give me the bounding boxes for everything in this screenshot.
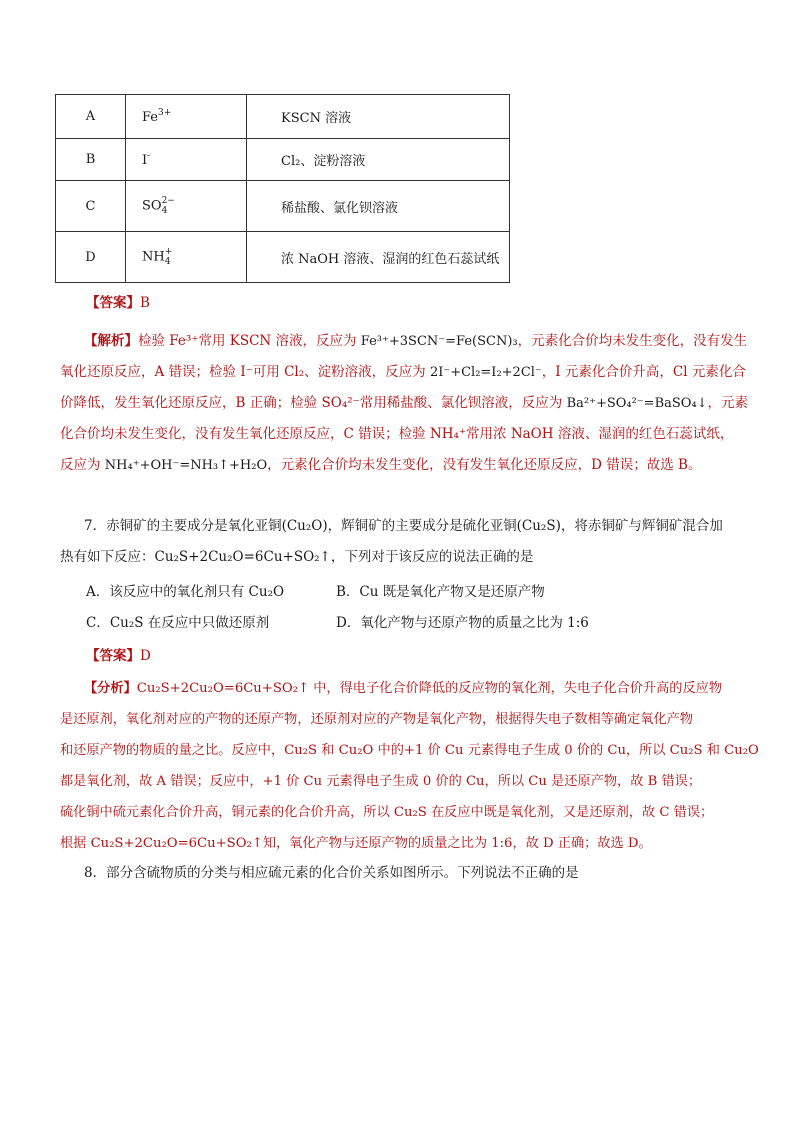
analysis-line (60, 450, 736, 481)
equation: Ba²⁺+SO₄²⁻=BaSO₄↓ (566, 396, 708, 411)
analysis-text: 检验 Fe³⁺常用 KSCN 溶液，反应为 (138, 333, 361, 349)
ion-subscript: 4 (161, 206, 168, 216)
analysis-line: 和还原产物的物质的量之比。反应中，Cu₂S 和 Cu₂O 中的+1 价 Cu 元素得电子生成 0 价的 Cu，所以 Cu₂S 和 Cu₂O (60, 743, 759, 758)
analysis-line: 根据 Cu₂S+2Cu₂O=6Cu+SO₂↑知，氧化产物与还原产物的质量之比为 1:6，故 D 正确；故选 D。 (60, 836, 652, 851)
table-row (56, 181, 510, 232)
reagent-cell: 稀盐酸、氯化钡溶液 (247, 181, 510, 232)
reagent-cell: KSCN 溶液 (247, 95, 510, 139)
ion-symbol: I (142, 153, 148, 168)
equation: 2I⁻+Cl₂=I₂+2Cl⁻ (429, 365, 542, 380)
answer-label: 【答案】 (86, 648, 140, 664)
analysis-text: ，I 元素化合价升高，Cl 元素化合 (541, 364, 746, 380)
analysis-line: Cu₂S+2Cu₂O=6Cu+SO₂↑ 中，得电子化合价降低的反应物的氧化剂，失电子化合价升高的反应物 (136, 681, 723, 696)
ion-cell (126, 139, 247, 181)
analysis-text: ，元素 (707, 395, 749, 411)
analysis-line: 都是氧化剂，故 A 错误；反应中，+1 价 Cu 元素得电子生成 0 价的 Cu，所以 Cu 是还原产物，故 B 错误； (60, 774, 702, 789)
analysis-line (60, 357, 746, 388)
option-letter: A (56, 95, 126, 139)
option-letter: D (56, 232, 126, 283)
q7-options (86, 577, 762, 639)
ion-cell (126, 181, 247, 232)
reagent-cell: 浓 NaOH 溶液、湿润的红色石蕊试纸 (247, 232, 510, 283)
ion-test-table (55, 94, 510, 283)
analysis-label: 【分析】 (84, 681, 137, 696)
analysis-label: 【解析】 (84, 333, 138, 349)
ion-cell (126, 232, 247, 283)
option-a: A．该反应中的氧化剂只有 Cu₂O (86, 584, 285, 600)
ion-charge: 2− (161, 196, 175, 206)
analysis-text: 反应为 (60, 457, 105, 473)
analysis-text: ，元素化合价均未发生变化，没有发生 (517, 333, 748, 349)
q8-stem (60, 858, 736, 889)
analysis-text: 氧化还原反应，A 错误；检验 I⁻可用 Cl₂、淀粉溶液，反应为 (60, 364, 430, 380)
analysis-line (60, 326, 748, 357)
equation: Fe³⁺+3SCN⁻=Fe(SCN)₃ (360, 334, 518, 349)
ion-charge: + (164, 247, 173, 257)
answer-label: 【答案】 (86, 295, 140, 311)
ion-charge: - (147, 151, 151, 161)
q6-answer (86, 288, 762, 319)
q7-analysis (60, 673, 759, 859)
q6-analysis (60, 326, 749, 481)
q7-stem-line-1: 7．赤铜矿的主要成分是氧化亚铜(Cu₂O)，辉铜矿的主要成分是硫化亚铜(Cu₂S)，将赤铜矿与辉铜矿混合加 (84, 518, 723, 534)
answer-value: D (140, 648, 151, 664)
table-row (56, 232, 510, 283)
analysis-text: 价降低，发生氧化还原反应，B 正确；检验 SO₄²⁻常用稀盐酸、氯化钡溶液，反应为 (60, 395, 567, 411)
option-letter: B (56, 139, 126, 181)
q7-answer (86, 641, 762, 672)
answer-value: B (140, 295, 150, 311)
analysis-line: 硫化铜中硫元素化合价升高，铜元素的化合价升高，所以 Cu₂S 在反应中既是氧化剂，又是还原剂，故 C 错误； (60, 805, 714, 820)
option-c: C．Cu₂S 在反应中只做还原剂 (86, 615, 270, 631)
equation: NH₄⁺+OH⁻=NH₃↑+H₂O (104, 458, 268, 473)
table-row (56, 139, 510, 181)
analysis-line: 是还原剂，氧化剂对应的产物的还原产物，还原剂对应的产物是氧化产物，根据得失电子数相等确定氧化产物 (60, 712, 693, 727)
table-row (56, 95, 510, 139)
q7-stem (60, 511, 736, 572)
option-d: D．氧化产物与还原产物的质量之比为 1:6 (336, 615, 589, 631)
analysis-text: 化合价均未发生变化，没有发生氧化还原反应，C 错误；检验 NH₄⁺常用浓 NaOH 溶液、湿润的红色石蕊试纸， (60, 426, 734, 442)
analysis-line (60, 388, 749, 419)
q8-stem-text: 8．部分含硫物质的分类与相应硫元素的化合价关系如图所示。下列说法不正确的是 (84, 865, 579, 881)
analysis-text: ，元素化合价均未发生变化，没有发生氧化还原反应，D 错误；故选 B。 (267, 457, 702, 473)
q7-stem-line-2: 热有如下反应：Cu₂S+2Cu₂O=6Cu+SO₂↑，下列对于该反应的说法正确的是 (60, 549, 534, 565)
ion-subscript: 4 (164, 257, 171, 267)
ion-symbol: Fe (142, 110, 159, 125)
ion-symbol: NH (142, 249, 165, 265)
ion-cell (126, 95, 247, 139)
analysis-line (60, 419, 736, 450)
ion-symbol: SO (142, 198, 162, 214)
option-letter: C (56, 181, 126, 232)
option-b: B．Cu 既是氧化产物又是还原产物 (336, 584, 545, 600)
reagent-cell: Cl₂、淀粉溶液 (247, 139, 510, 181)
ion-charge: 3+ (158, 108, 172, 118)
